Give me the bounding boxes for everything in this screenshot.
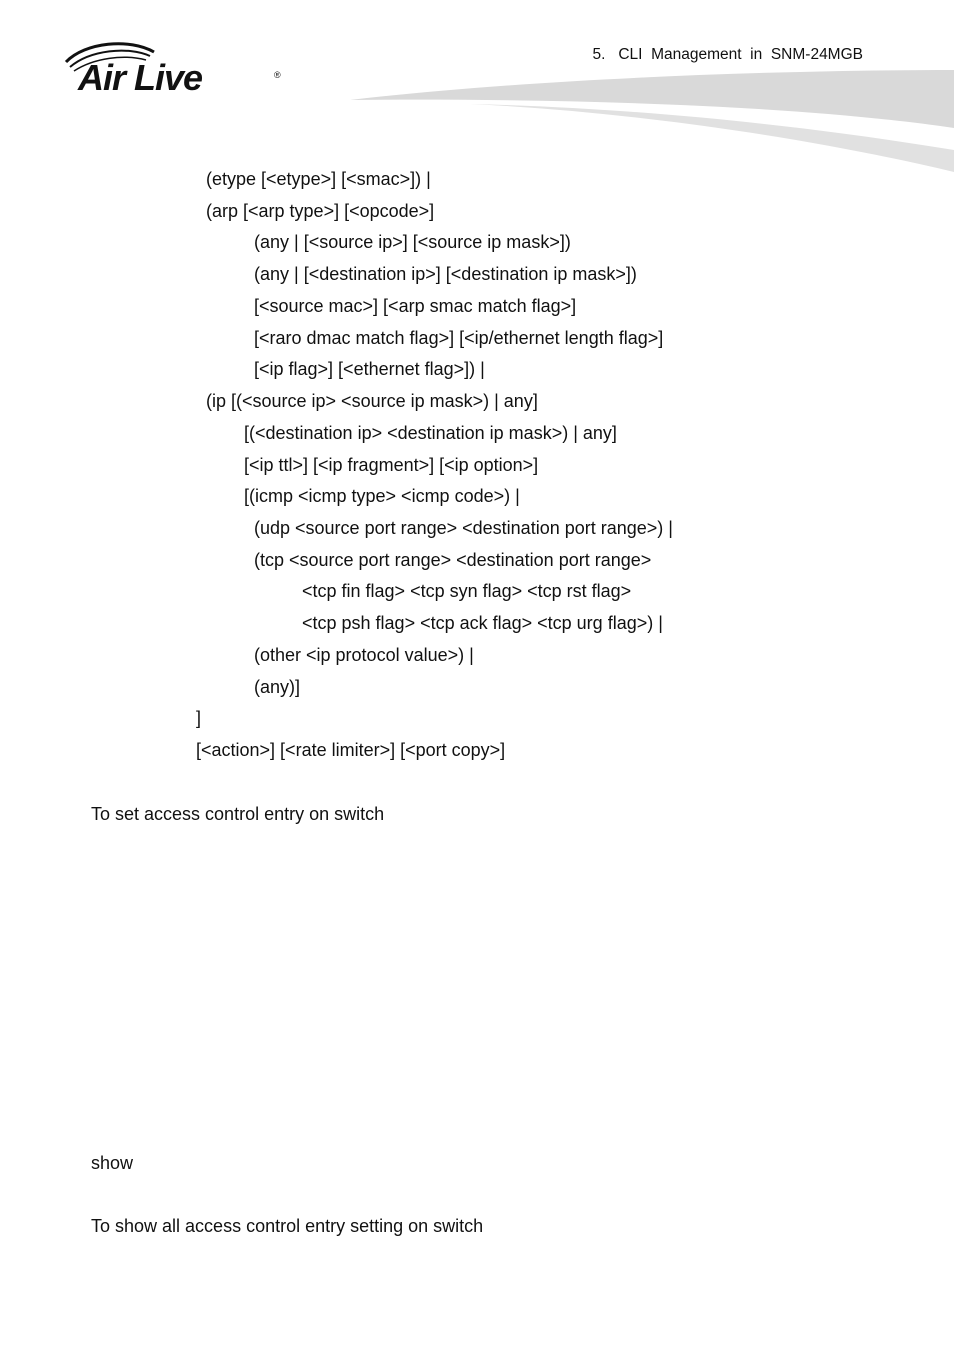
syntax-line: [(icmp <icmp type> <icmp code>) |: [244, 486, 520, 506]
syntax-line: [<ip flag>] [<ethernet flag>]) |: [254, 359, 485, 379]
syntax-line: [<source mac>] [<arp smac match flag>]: [254, 296, 577, 316]
syntax-line: (arp [<arp type>] [<opcode>]: [206, 201, 435, 221]
logo-wordmark: Air Live: [78, 57, 203, 98]
syntax-line: (tcp <source port range> <destination port range>: [254, 550, 652, 570]
command-show: show: [91, 1153, 134, 1173]
set-description: To set access control entry on switch: [91, 804, 385, 824]
syntax-line: (any)]: [254, 677, 301, 697]
syntax-line: ]: [196, 708, 202, 728]
syntax-line: (any | [<destination ip>] [<destination ip mask>]): [254, 264, 637, 284]
chapter-header: 5. CLI Management in SNM-24MGB: [592, 46, 863, 63]
show-description: To show all access control entry setting on switch: [91, 1216, 484, 1236]
syntax-line: <tcp fin flag> <tcp syn flag> <tcp rst flag>: [302, 581, 632, 601]
syntax-line: [(<destination ip> <destination ip mask>) | any]: [244, 423, 617, 443]
syntax-line: <tcp psh flag> <tcp ack flag> <tcp urg flag>) |: [302, 613, 663, 633]
syntax-line: [<raro dmac match flag>] [<ip/ethernet length flag>]: [254, 328, 664, 348]
syntax-line: (etype [<etype>] [<smac>]) |: [206, 169, 431, 189]
airlive-logo: [60, 40, 290, 110]
registered-mark: ®: [274, 70, 281, 80]
syntax-line: [<action>] [<rate limiter>] [<port copy>]: [196, 740, 506, 760]
syntax-line: (ip [(<source ip> <source ip mask>) | any]: [206, 391, 538, 411]
syntax-line: [<ip ttl>] [<ip fragment>] [<ip option>]: [244, 455, 539, 475]
syntax-line: (any | [<source ip>] [<source ip mask>]): [254, 232, 571, 252]
syntax-line: (udp <source port range> <destination port range>) |: [254, 518, 673, 538]
syntax-line: (other <ip protocol value>) |: [254, 645, 474, 665]
